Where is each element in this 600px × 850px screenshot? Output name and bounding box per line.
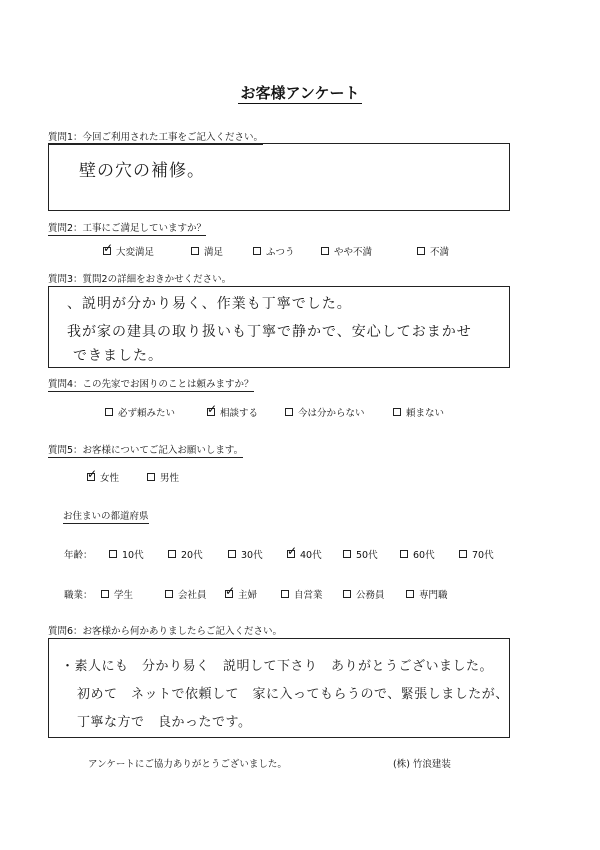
- age-option-20s[interactable]: 20代: [168, 547, 228, 561]
- q4-option-3-checkbox[interactable]: [285, 408, 293, 416]
- footer-thanks: アンケートにご協力ありがとうございました。: [88, 759, 287, 770]
- survey-title-text: お客様アンケート: [240, 84, 360, 102]
- footer-company: (株) 竹浪建装: [393, 759, 451, 770]
- age-option-40s[interactable]: ✓ 40代: [287, 547, 343, 561]
- question-6-label: 質問6：お客様から何かありましたらご記入ください。: [48, 626, 283, 637]
- q2-option-5-checkbox[interactable]: [417, 247, 425, 255]
- q3-answer-line-2: 我が家の建具の取り扱いも丁寧で静かで、安心しておまかせ: [67, 324, 472, 340]
- q2-option-1-checkbox[interactable]: [103, 247, 111, 255]
- job-housewife-checkbox[interactable]: [225, 590, 233, 598]
- q3-answer-line-3: できました。: [73, 348, 163, 364]
- q2-option-4-checkbox[interactable]: [321, 247, 329, 255]
- q6-answer-line-2: 初めて ネットで依頼して 家に入ってもらうので、緊張しましたが、: [77, 687, 509, 702]
- job-specialist-checkbox[interactable]: [406, 590, 414, 598]
- age-row: [64, 547, 494, 561]
- job-option-specialist[interactable]: 専門職: [406, 587, 448, 601]
- age-40s-checkbox[interactable]: [287, 550, 295, 558]
- job-label: 職業：: [64, 590, 93, 601]
- job-row: [64, 587, 448, 601]
- age-10s-checkbox[interactable]: [109, 550, 117, 558]
- q4-option-2-checkbox[interactable]: [207, 408, 215, 416]
- question-1-answer: 壁の穴の補修。: [79, 161, 205, 181]
- q6-answer-line-3: 丁寧な方で 良かったです。: [77, 715, 252, 730]
- question-4-label: 質問4：この先家でお困りのことは頼みますか？: [48, 379, 254, 390]
- age-option-50s[interactable]: 50代: [343, 547, 400, 561]
- age-label: 年齢：: [64, 550, 93, 561]
- age-60s-checkbox[interactable]: [400, 550, 408, 558]
- q4-option-4-checkbox[interactable]: [393, 408, 401, 416]
- job-civil-servant-checkbox[interactable]: [343, 590, 351, 598]
- gender-options: [87, 470, 179, 484]
- survey-title: [0, 82, 600, 103]
- job-student-checkbox[interactable]: [101, 590, 109, 598]
- question-2-options: [103, 244, 449, 258]
- question-2-label: 質問2：工事にご満足していますか？: [48, 223, 207, 234]
- q2-option-3-checkbox[interactable]: [253, 247, 261, 255]
- q4-option-1[interactable]: 必ず頼みたい: [105, 405, 207, 419]
- question-3-answer-box: [48, 286, 510, 368]
- age-option-70s[interactable]: 70代: [459, 547, 494, 561]
- q4-option-2[interactable]: ✓ 相談する: [207, 405, 285, 419]
- age-option-30s[interactable]: 30代: [228, 547, 287, 561]
- q3-answer-line-1: 、説明が分かり易く、作業も丁寧でした。: [67, 296, 352, 312]
- question-1-answer-box: [48, 143, 510, 211]
- prefecture-label: お住まいの都道府県: [63, 511, 149, 522]
- question-6-answer-box: [48, 638, 510, 738]
- q4-option-1-checkbox[interactable]: [105, 408, 113, 416]
- job-self-employed-checkbox[interactable]: [281, 590, 289, 598]
- question-4-options: [105, 405, 444, 419]
- gender-option-male[interactable]: 男性: [147, 470, 179, 484]
- question-5-label: 質問5：お客様についてご記入お願いします。: [48, 445, 244, 456]
- age-30s-checkbox[interactable]: [228, 550, 236, 558]
- job-option-self-employed[interactable]: 自営業: [281, 587, 343, 601]
- q2-option-5[interactable]: 不満: [417, 244, 449, 258]
- q4-option-4[interactable]: 頼まない: [393, 405, 444, 419]
- q2-option-2[interactable]: 満足: [191, 244, 253, 258]
- q4-option-3[interactable]: 今は分からない: [285, 405, 393, 419]
- gender-female-checkbox[interactable]: [87, 473, 95, 481]
- q2-option-4[interactable]: やや不満: [321, 244, 417, 258]
- q2-option-2-checkbox[interactable]: [191, 247, 199, 255]
- q2-option-1[interactable]: ✓ 大変満足: [103, 244, 191, 258]
- job-option-civil-servant[interactable]: 公務員: [343, 587, 406, 601]
- job-option-student[interactable]: 学生: [101, 587, 165, 601]
- age-20s-checkbox[interactable]: [168, 550, 176, 558]
- age-50s-checkbox[interactable]: [343, 550, 351, 558]
- question-1-label: 質問1：今回ご利用された工事をご記入ください。: [48, 132, 264, 143]
- gender-option-female[interactable]: ✓ 女性: [87, 470, 147, 484]
- q2-option-3[interactable]: ふつう: [253, 244, 321, 258]
- gender-male-checkbox[interactable]: [147, 473, 155, 481]
- question-3-label: 質問3：質問2の詳細をおきかせください。: [48, 274, 232, 285]
- age-option-60s[interactable]: 60代: [400, 547, 459, 561]
- q6-answer-line-1: ・素人にも 分かり易く 説明して下さり ありがとうございました。: [61, 659, 494, 674]
- job-option-employee[interactable]: 会社員: [165, 587, 225, 601]
- job-employee-checkbox[interactable]: [165, 590, 173, 598]
- age-option-10s[interactable]: 10代: [109, 547, 168, 561]
- age-70s-checkbox[interactable]: [459, 550, 467, 558]
- job-option-housewife[interactable]: ✓ 主婦: [225, 587, 281, 601]
